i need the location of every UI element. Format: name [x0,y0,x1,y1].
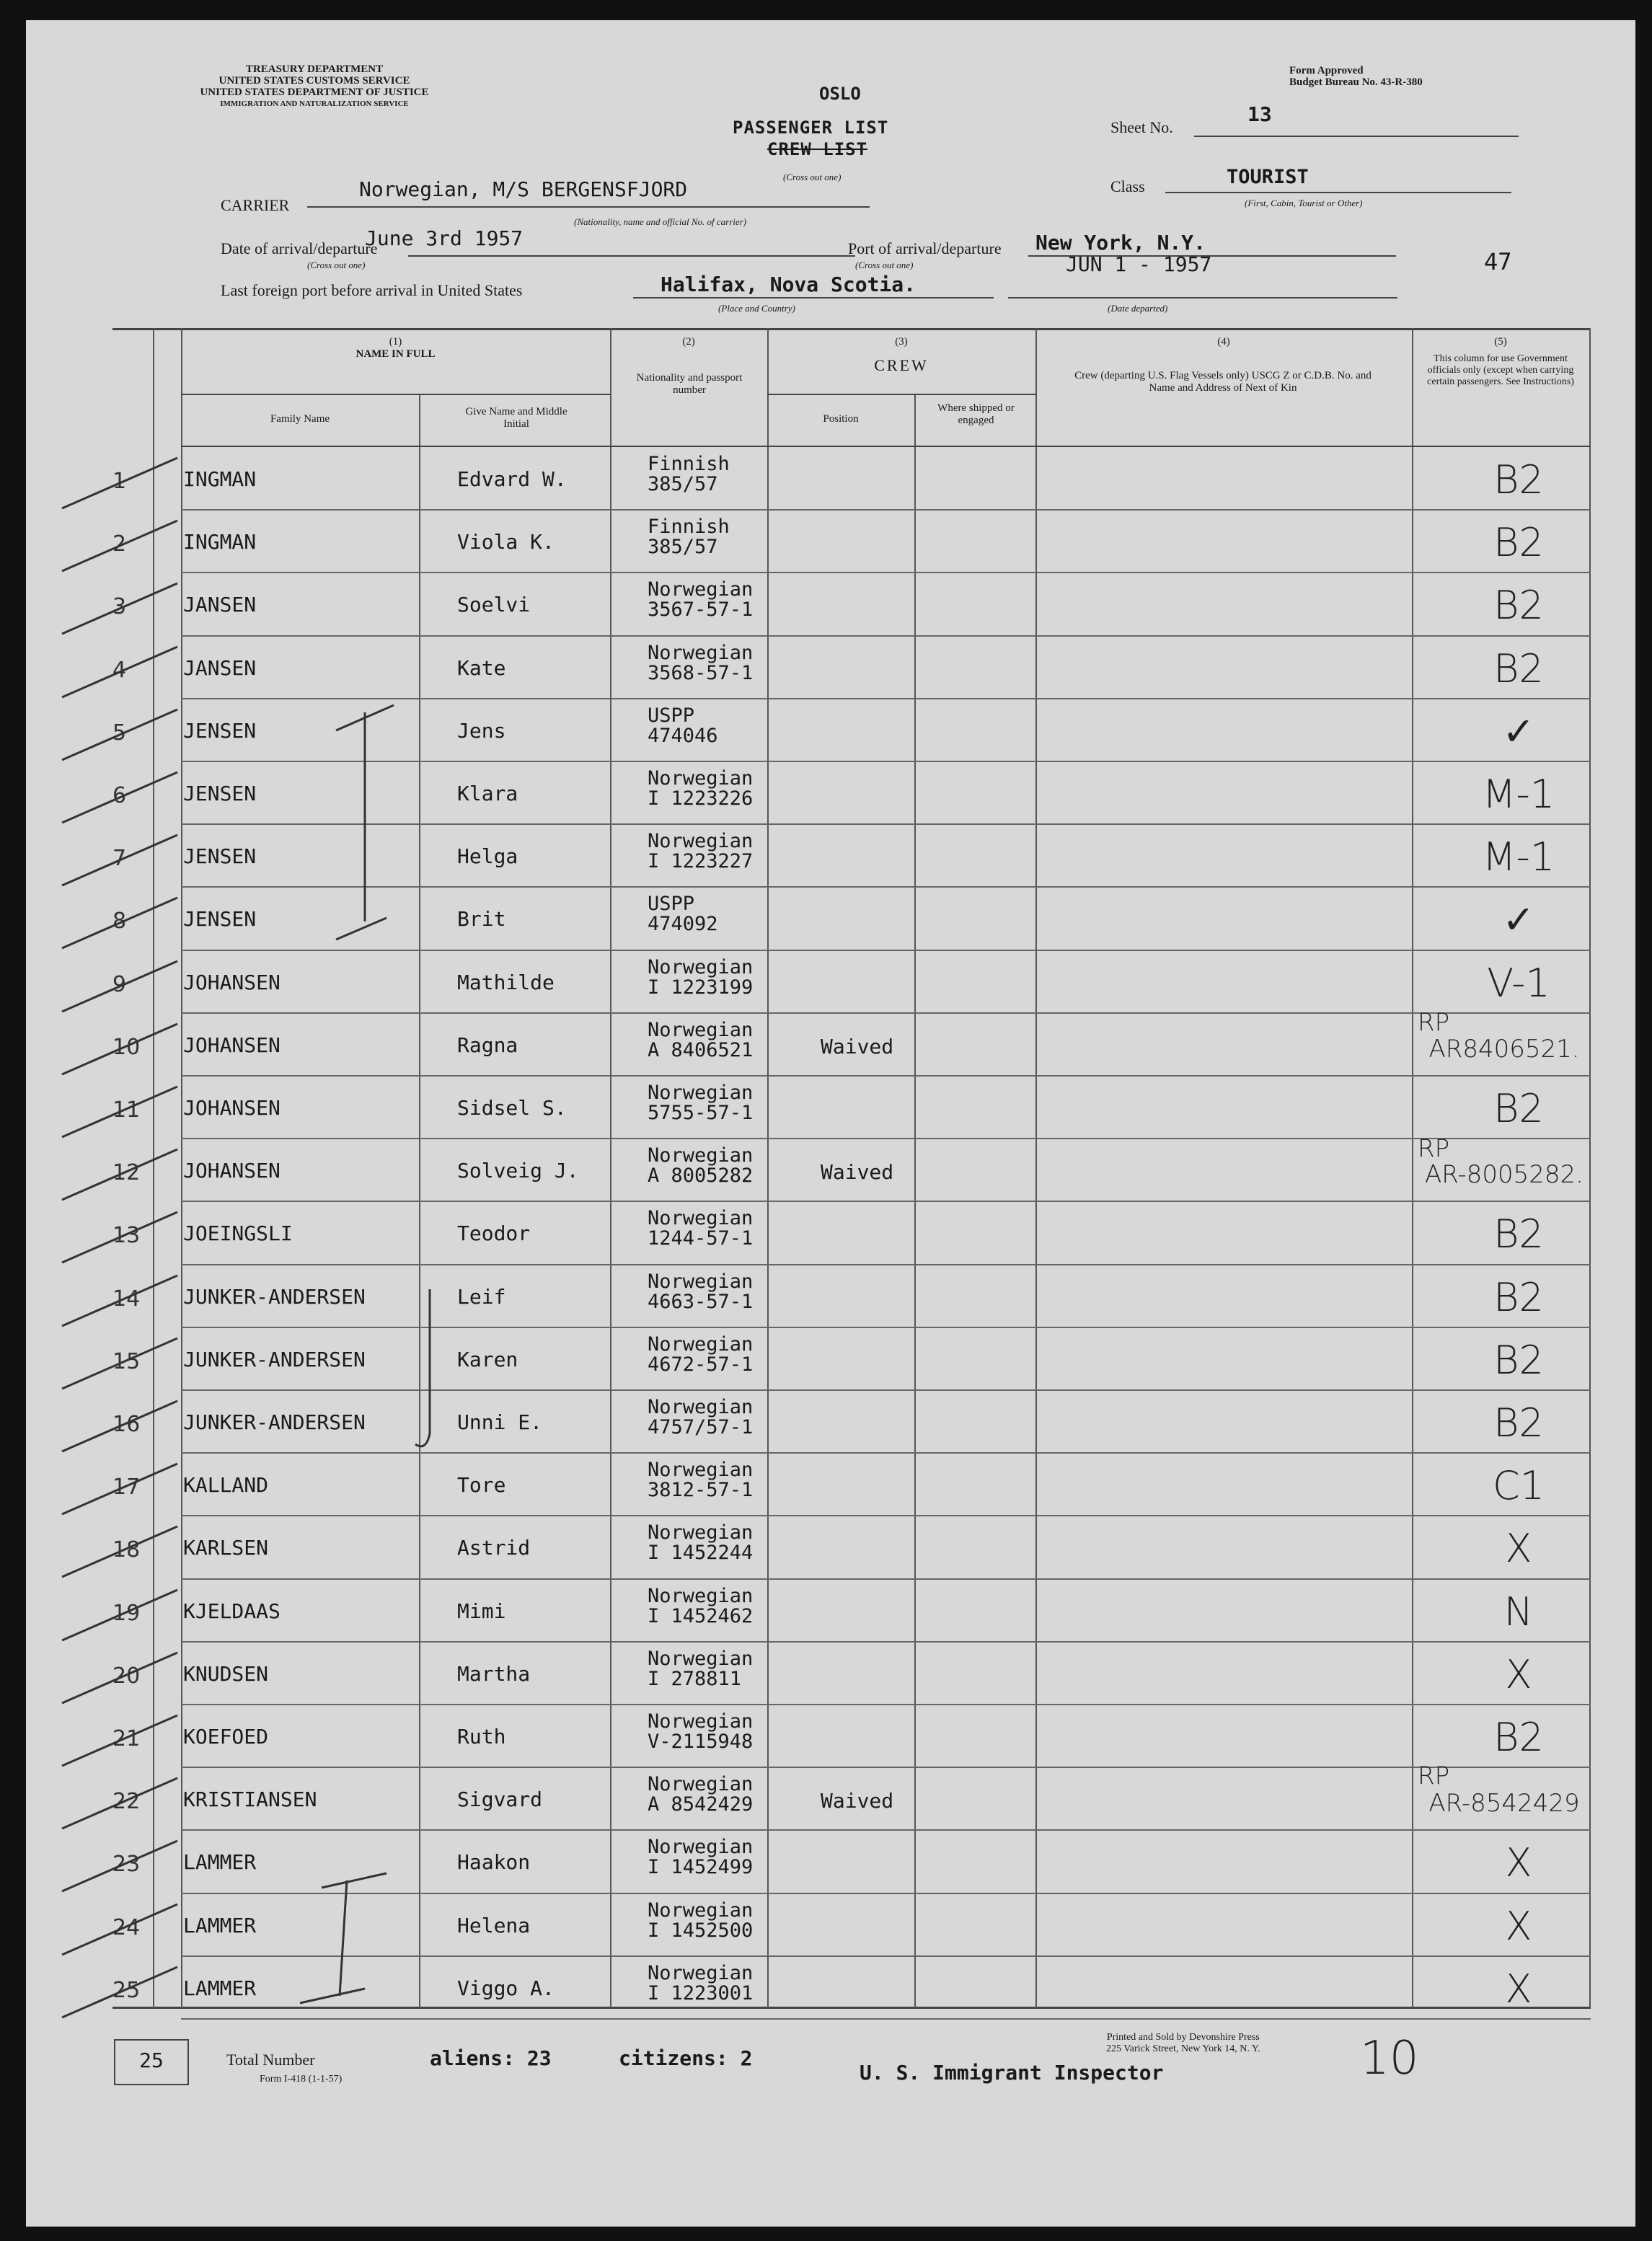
row-number: 8 [112,909,127,934]
aliens-count: aliens: 23 [430,2046,552,2070]
given-name: Mimi [457,1599,506,1623]
rp-note: RP [1418,1134,1450,1163]
passport-number: 3567-57-1 [648,598,754,622]
visa-class-code: N [1503,1588,1534,1635]
passport-number: A 8005282 [648,1164,754,1188]
given-name: Viola K. [457,530,555,554]
row-number: 1 [112,469,127,494]
col1-number: (1) [389,336,402,348]
visa-class-code: B2 [1493,520,1544,566]
class-value: TOURIST [1227,166,1309,188]
agency-line: UNITED STATES DEPARTMENT OF JUSTICE [200,87,429,98]
agency-line: TREASURY DEPARTMENT [245,63,384,75]
crew-position: Waived [821,1160,894,1185]
citizens-count: citizens: 2 [619,2046,753,2070]
last-port-caption: (Place and Country) [718,303,795,314]
passport-number: V-2115948 [648,1731,754,1753]
date-stamp: JUN 1 - 1957 [1066,252,1212,276]
rp-note: RP [1418,1762,1450,1790]
nationality: Norwegian [648,767,754,790]
family-name: JUNKER-ANDERSEN [183,1284,366,1309]
carrier-value: Norwegian, M/S BERGENSFJORD [359,177,688,201]
col2-number: (2) [682,336,695,348]
given-name: Leif [457,1284,506,1309]
port-label: Port of arrival/departure [848,239,1002,257]
col3-number: (3) [895,336,908,348]
document-page [26,20,1635,2227]
passport-number: 3812-57-1 [648,1479,754,1502]
row-number: 16 [112,1412,141,1437]
family-name: KJELDAAS [183,1599,281,1623]
given-name: Klara [457,782,518,805]
port-value: New York, N.Y. [1035,231,1206,255]
visa-class-code: M-1 [1482,834,1555,880]
visa-class-code: B2 [1493,583,1544,629]
visa-class-code: ✓ [1502,708,1535,754]
row-number: 22 [112,1789,141,1815]
nationality: Norwegian [648,1396,754,1418]
printer-address: 225 Varick Street, New York 14, N. Y. [1106,2043,1260,2054]
given-name-header: Give Name and Middle Initial [465,406,567,430]
family-name: LAMMER [183,1850,257,1875]
visa-class-code: AR8406521. [1428,1034,1580,1064]
row-number: 13 [112,1223,141,1249]
agency-line: UNITED STATES CUSTOMS SERVICE [218,75,410,87]
nationality: Norwegian [648,1207,754,1230]
given-name: Solveig J. [457,1159,579,1183]
given-name: Karen [457,1347,518,1371]
port-caption: (Cross out one) [855,260,914,270]
passport-number: I 1223199 [648,976,754,999]
given-name: Unni E. [457,1410,543,1434]
budget-number: Budget Bureau No. 43-R-380 [1289,76,1423,88]
form-approved-label: Form Approved [1289,65,1364,76]
row-number: 11 [112,1097,141,1123]
visa-class-code: V-1 [1487,960,1550,1006]
margin-number: 47 [1484,248,1512,275]
col2-title: Nationality and passport number [636,372,743,396]
passport-number: I 1223226 [648,787,754,810]
row-number: 7 [112,846,127,872]
given-name: Ragna [457,1033,518,1057]
row-number: 9 [112,971,127,997]
given-name: Mathilde [457,970,555,994]
crew-list-title: CREW LIST [767,139,868,159]
carrier-caption: (Nationality, name and official No. of carrier) [574,216,747,227]
nationality: Norwegian [648,1332,754,1356]
passport-number: 1244-57-1 [648,1227,754,1250]
col5-number: (5) [1494,336,1507,348]
given-name: Tore [457,1473,506,1498]
family-name: JOEINGSLI [183,1221,293,1246]
given-name: Sidsel S. [457,1096,567,1120]
nationality: Norwegian [648,830,754,853]
visa-class-code: X [1505,1840,1532,1886]
visa-class-code: AR-8542429 [1428,1789,1580,1818]
passport-number: 4757/57-1 [648,1416,754,1438]
passport-number: 5755-57-1 [648,1102,754,1124]
row-number: 25 [112,1977,141,2003]
handwritten-mark: 10 [1360,2032,1419,2085]
given-name: Jens [457,718,506,743]
family-bracket-mark [300,1873,387,2003]
nationality: Norwegian [648,1144,754,1167]
crossout-note: (Cross out one) [783,172,842,182]
passport-number: I 1223227 [648,850,754,873]
carrier-label: CARRIER [221,196,290,214]
given-name: Teodor [457,1221,531,1246]
passenger-list-title: PASSENGER LIST [733,118,889,138]
col4-title: Crew (departing U.S. Flag Vessels only) USCG Z or C.D.B. No. and Name and Address of Next of Kin [1074,370,1371,394]
passport-number: I 1452462 [648,1604,754,1627]
family-name: JANSEN [183,593,257,617]
visa-class-code: M-1 [1482,772,1555,817]
given-name: Helga [457,844,518,869]
visa-class-code: B2 [1493,1211,1544,1257]
nationality: Norwegian [648,1459,754,1482]
col1-title: NAME IN FULL [355,348,436,360]
nationality: Norwegian [648,955,754,978]
visa-class-code: B2 [1493,1400,1544,1446]
visa-class-code: B2 [1493,1337,1544,1383]
passport-number: A 8406521 [648,1038,754,1061]
row-number: 19 [112,1600,141,1626]
family-name: JENSEN [183,718,257,743]
row-number: 20 [112,1663,141,1689]
given-name: Sigvard [457,1787,543,1812]
nationality: Norwegian [648,1961,754,1984]
family-name: KNUDSEN [183,1661,269,1686]
row-number: 5 [112,720,127,746]
nationality: Norwegian [648,1270,754,1293]
passport-number: 4672-57-1 [648,1353,754,1376]
family-name: KOEFOED [183,1725,269,1749]
visa-class-code: C1 [1492,1463,1545,1509]
family-name: JOHANSEN [183,1159,281,1183]
nationality: Finnish [648,453,730,475]
nationality: Norwegian [648,1521,754,1544]
visa-class-code: B2 [1493,1715,1544,1760]
passport-number: 385/57 [648,536,718,559]
passport-number: 474046 [648,724,718,747]
date-caption: (Cross out one) [307,260,366,270]
position-header: Position [823,413,859,425]
sheet-number: 13 [1247,102,1272,126]
row-number: 23 [112,1852,141,1878]
family-name-header: Family Name [270,413,330,425]
row-number: 6 [112,783,127,808]
family-name: KARLSEN [183,1536,269,1560]
nationality: Norwegian [648,641,754,664]
passport-number: 3568-57-1 [648,661,754,684]
col5-title: This column for use Government officials only (except when carrying certain passengers. See Instructions) [1427,353,1574,387]
passport-number: 385/57 [648,473,718,495]
nationality: Finnish [648,516,730,539]
nationality: USPP [648,704,695,727]
visa-class-code: B2 [1493,457,1544,503]
row-number: 21 [112,1726,141,1751]
row-number: 18 [112,1537,141,1563]
crew-header: CREW [874,356,929,374]
passport-number: I 1452499 [648,1856,754,1879]
family-name: JENSEN [183,844,257,869]
visa-class-code: AR-8005282. [1424,1160,1583,1190]
family-name: INGMAN [183,530,257,554]
family-name: KRISTIANSEN [183,1787,317,1812]
row-number: 17 [112,1475,141,1500]
visa-class-code: X [1505,1903,1532,1949]
family-name: JENSEN [183,782,257,805]
last-port-label: Last foreign port before arrival in United States [221,281,523,299]
row-number: 3 [112,594,127,620]
given-name: Astrid [457,1536,531,1560]
visa-class-code: X [1505,1526,1532,1572]
crew-position: Waived [821,1034,894,1058]
nationality: Norwegian [648,1647,754,1670]
crew-position: Waived [821,1789,894,1813]
passport-number: A 8542429 [648,1793,754,1816]
nationality: USPP [648,893,695,916]
family-name: LAMMER [183,1976,257,2000]
row-number: 4 [112,657,127,683]
last-port-value: Halifax, Nova Scotia. [661,273,916,296]
row-number: 10 [112,1034,141,1060]
class-caption: (First, Cabin, Tourist or Other) [1245,198,1363,208]
sheet-label: Sheet No. [1110,118,1173,136]
printer-name: Printed and Sold by Devonshire Press [1106,2032,1260,2043]
given-name: Martha [457,1661,531,1686]
family-name: JENSEN [183,907,257,932]
family-name: JANSEN [183,655,257,680]
row-number: 2 [112,531,127,557]
date-value: June 3rd 1957 [365,226,524,250]
given-name: Ruth [457,1725,506,1749]
given-name: Brit [457,907,506,932]
inspector-signature-line: U. S. Immigrant Inspector [860,2061,1164,2085]
nationality: Norwegian [648,1899,754,1922]
passport-number: I 278811 [648,1667,742,1690]
nationality: Norwegian [648,1584,754,1607]
passport-number: I 1452500 [648,1919,754,1942]
passport-number: I 1223001 [648,1981,754,2004]
family-name: KALLAND [183,1473,269,1498]
passport-number: 4663-57-1 [648,1290,754,1313]
printer-note [1106,2032,1260,2055]
visa-class-code: ✓ [1502,897,1535,943]
given-name: Edvard W. [457,467,567,491]
given-name: Viggo A. [457,1976,555,2000]
nationality: Norwegian [648,1773,754,1796]
family-name: JUNKER-ANDERSEN [183,1410,366,1434]
row-number: 24 [112,1914,141,1940]
family-name: JOHANSEN [183,1033,281,1057]
agency-line: IMMIGRATION AND NATURALIZATION SERVICE [220,100,409,108]
passport-number: 474092 [648,913,718,936]
form-number: Form I-418 (1-1-57) [260,2074,343,2085]
visa-class-code: B2 [1493,1274,1544,1320]
family-name: INGMAN [183,467,257,491]
nationality: Norwegian [648,1082,754,1104]
passport-number: I 1452244 [648,1542,754,1565]
visa-class-code: X [1505,1966,1532,2012]
given-name: Soelvi [457,593,531,617]
family-name: JUNKER-ANDERSEN [183,1347,366,1371]
nationality: Norwegian [648,1710,754,1733]
date-label: Date of arrival/departure [221,239,378,257]
total-label: Total Number [226,2051,315,2069]
visa-class-code: X [1505,1651,1532,1697]
pen-marks [26,20,1635,2227]
col4-number: (4) [1217,336,1230,348]
family-name: JOHANSEN [183,1096,281,1120]
nationality: Norwegian [648,1836,754,1859]
row-number: 15 [112,1348,141,1374]
family-name: LAMMER [183,1913,257,1937]
row-number: 12 [112,1160,141,1186]
row-number: 14 [112,1286,141,1312]
family-bracket-mark [336,705,394,940]
family-name: JOHANSEN [183,970,281,994]
nationality: Norwegian [648,578,754,601]
class-label: Class [1110,177,1145,195]
given-name: Helena [457,1913,531,1937]
where-shipped-header: Where shipped or engaged [937,402,1015,426]
family-bracket-mark [415,1289,430,1446]
rp-note: RP [1418,1008,1450,1037]
nationality: Norwegian [648,1018,754,1041]
given-name: Haakon [457,1850,531,1875]
oslo-stamp: OSLO [819,84,861,104]
visa-class-code: B2 [1493,1086,1544,1131]
total-box: 25 [114,2039,189,2085]
visa-class-code: B2 [1493,645,1544,691]
given-name: Kate [457,655,506,680]
date-departed-caption: (Date departed) [1108,303,1168,314]
